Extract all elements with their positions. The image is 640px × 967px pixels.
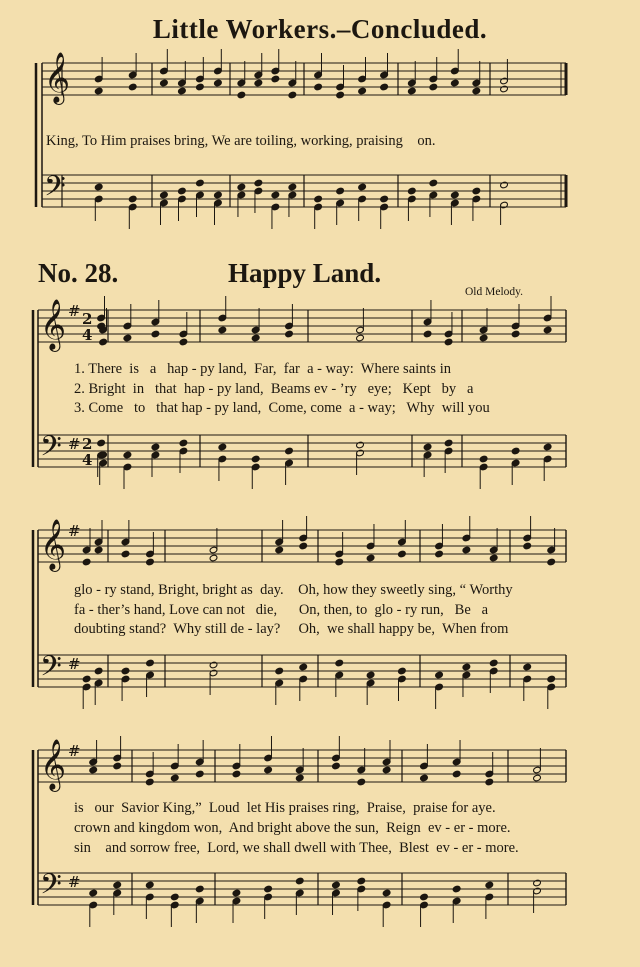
note-head xyxy=(398,550,407,558)
note-head xyxy=(121,550,130,558)
bass-clef-icon: 𝄢 xyxy=(40,650,62,690)
note-head xyxy=(254,79,263,87)
note-head xyxy=(97,439,106,447)
lyric-text: is our Savior King,” Loud let His praises ring, Praise, praise for aye. xyxy=(74,800,496,816)
note-head xyxy=(113,762,122,770)
note-head xyxy=(489,659,498,667)
note-head xyxy=(336,187,345,195)
note-head xyxy=(299,663,308,671)
note-head xyxy=(160,79,169,87)
sharp-icon: # xyxy=(68,302,81,320)
note-head xyxy=(335,659,344,667)
note-head xyxy=(89,889,98,897)
note-head xyxy=(237,183,246,191)
note-head xyxy=(314,83,323,91)
note-head xyxy=(332,881,341,889)
note-head xyxy=(285,447,294,455)
note-head xyxy=(358,183,367,191)
hymn-number: No. 28. xyxy=(38,258,119,288)
note-head xyxy=(451,191,460,199)
note-head xyxy=(444,439,453,447)
lyric-text: 1. There is a hap - py land, Far, far a - way: Where saints in xyxy=(74,361,451,377)
note-head xyxy=(218,326,227,334)
note-head xyxy=(251,334,260,342)
note-head xyxy=(489,554,498,562)
note-head xyxy=(485,778,494,786)
note-head xyxy=(237,91,246,99)
lyric-text: King, To Him praises bring, We are toiling, working, praising on. xyxy=(46,133,436,149)
note-head xyxy=(358,87,367,95)
note-head xyxy=(113,881,122,889)
page-title: Little Workers.–Concluded. xyxy=(152,14,488,44)
note-head xyxy=(479,455,488,463)
note-head xyxy=(123,334,132,342)
note-head xyxy=(94,546,103,554)
note-head xyxy=(94,667,103,675)
note-head xyxy=(462,546,471,554)
note-head xyxy=(275,546,284,554)
note-head xyxy=(295,774,304,782)
note-head xyxy=(523,663,532,671)
note-head xyxy=(214,191,223,199)
note-head xyxy=(336,91,345,99)
note-head xyxy=(121,667,130,675)
note-head xyxy=(452,770,461,778)
note-head xyxy=(543,443,552,451)
note-head xyxy=(429,83,438,91)
note-head xyxy=(151,330,160,338)
sharp-icon: # xyxy=(68,873,81,891)
note-head xyxy=(89,766,98,774)
note-head xyxy=(179,338,188,346)
lyric-text: crown and kingdom won, And bright above the sun, Reign ev - er - more. xyxy=(74,820,511,836)
half-note-head xyxy=(209,661,218,669)
note-head xyxy=(178,87,187,95)
treble-clef-icon: 𝄞 xyxy=(44,52,71,103)
half-note-head xyxy=(533,774,542,782)
note-head xyxy=(275,667,284,675)
lyric-text: 3. Come to that hap - py land, Come, come a - way; Why will you xyxy=(74,400,490,416)
lyric-text: sin and sorrow free, Lord, we shall dwell with Thee, Blest ev - er - more. xyxy=(74,840,519,856)
note-head xyxy=(94,87,103,95)
note-head xyxy=(232,770,241,778)
note-head xyxy=(299,542,308,550)
time-signature: 4 xyxy=(82,451,93,469)
note-head xyxy=(94,183,103,191)
treble-clef-icon: 𝄞 xyxy=(40,519,67,570)
sharp-icon: # xyxy=(68,742,81,760)
note-head xyxy=(511,330,520,338)
hymn-title: Happy Land. xyxy=(228,258,382,288)
note-head xyxy=(380,83,389,91)
note-head xyxy=(123,451,132,459)
note-head xyxy=(366,554,375,562)
note-head xyxy=(82,558,91,566)
note-head xyxy=(420,893,429,901)
note-head xyxy=(485,881,494,889)
treble-clef-icon: 𝄞 xyxy=(40,739,67,790)
half-note-head xyxy=(356,334,365,342)
note-head xyxy=(254,179,263,187)
note-head xyxy=(332,762,341,770)
note-head xyxy=(366,671,375,679)
note-head xyxy=(380,195,389,203)
half-note-head xyxy=(356,441,365,449)
note-head xyxy=(444,338,453,346)
note-head xyxy=(472,87,481,95)
note-head xyxy=(285,330,294,338)
note-head xyxy=(218,443,227,451)
note-head xyxy=(382,766,391,774)
note-head xyxy=(451,79,460,87)
note-head xyxy=(543,326,552,334)
note-head xyxy=(170,774,179,782)
note-head xyxy=(462,663,471,671)
note-head xyxy=(151,443,160,451)
half-note-head xyxy=(533,879,542,887)
note-head xyxy=(479,334,488,342)
lyric-text: doubting stand? Why still de - lay? Oh, we shall happy be, When from xyxy=(74,621,509,637)
note-head xyxy=(314,195,323,203)
note-head xyxy=(128,195,137,203)
bass-clef-icon: 𝄢 xyxy=(40,868,62,908)
note-head xyxy=(195,770,204,778)
note-head xyxy=(357,877,366,885)
sharp-icon: # xyxy=(68,435,81,453)
hymn-attribution: Old Melody. xyxy=(465,286,524,298)
note-head xyxy=(420,774,429,782)
note-head xyxy=(429,179,438,187)
half-note-head xyxy=(209,554,218,562)
note-head xyxy=(145,881,154,889)
note-head xyxy=(264,766,273,774)
note-head xyxy=(288,183,297,191)
sharp-icon: # xyxy=(68,522,81,540)
note-head xyxy=(423,330,432,338)
treble-clef-icon: 𝄞 xyxy=(40,299,67,350)
note-head xyxy=(195,885,204,893)
note-head xyxy=(547,558,556,566)
note-head xyxy=(146,659,155,667)
note-head xyxy=(251,455,260,463)
note-head xyxy=(452,885,461,893)
note-head xyxy=(335,558,344,566)
note-head xyxy=(511,447,520,455)
note-head xyxy=(128,83,137,91)
lyric-text: 2. Bright in that hap - py land, Beams ev - ’ry eye; Kept by a xyxy=(74,381,474,397)
note-head xyxy=(408,187,417,195)
note-head xyxy=(382,889,391,897)
note-head xyxy=(423,443,432,451)
note-head xyxy=(82,675,91,683)
note-head xyxy=(408,87,417,95)
note-head xyxy=(435,550,444,558)
note-head xyxy=(295,877,304,885)
note-head xyxy=(160,191,169,199)
note-head xyxy=(146,558,155,566)
note-head xyxy=(357,778,366,786)
note-head xyxy=(271,75,280,83)
half-note-head xyxy=(500,85,509,93)
note-head xyxy=(196,83,205,91)
note-head xyxy=(435,671,444,679)
note-head xyxy=(271,191,280,199)
note-head xyxy=(547,675,556,683)
time-signature: 4 xyxy=(82,326,93,344)
note-head xyxy=(145,778,154,786)
lyric-text: glo - ry stand, Bright, bright as day. Oh, how they sweetly sing, “ Worthy xyxy=(74,582,513,598)
time-signature: 2 xyxy=(82,435,93,453)
half-note-head xyxy=(500,181,509,189)
note-head xyxy=(179,439,188,447)
time-signature: 2 xyxy=(82,310,93,328)
bass-clef-icon: 𝄢 xyxy=(44,170,66,210)
note-head xyxy=(196,179,205,187)
note-head xyxy=(288,91,297,99)
note-head xyxy=(264,885,273,893)
note-head xyxy=(178,187,187,195)
sharp-icon: # xyxy=(68,655,81,673)
note-head xyxy=(214,79,223,87)
note-head xyxy=(523,542,532,550)
note-head xyxy=(99,338,108,346)
note-head xyxy=(170,893,179,901)
note-head xyxy=(398,667,407,675)
note-head xyxy=(472,187,481,195)
lyric-text: fa - ther’s hand, Love can not die, On, then, to glo - ry run, Be a xyxy=(74,602,489,618)
note-head xyxy=(232,889,241,897)
bass-clef-icon: 𝄢 xyxy=(40,430,62,470)
